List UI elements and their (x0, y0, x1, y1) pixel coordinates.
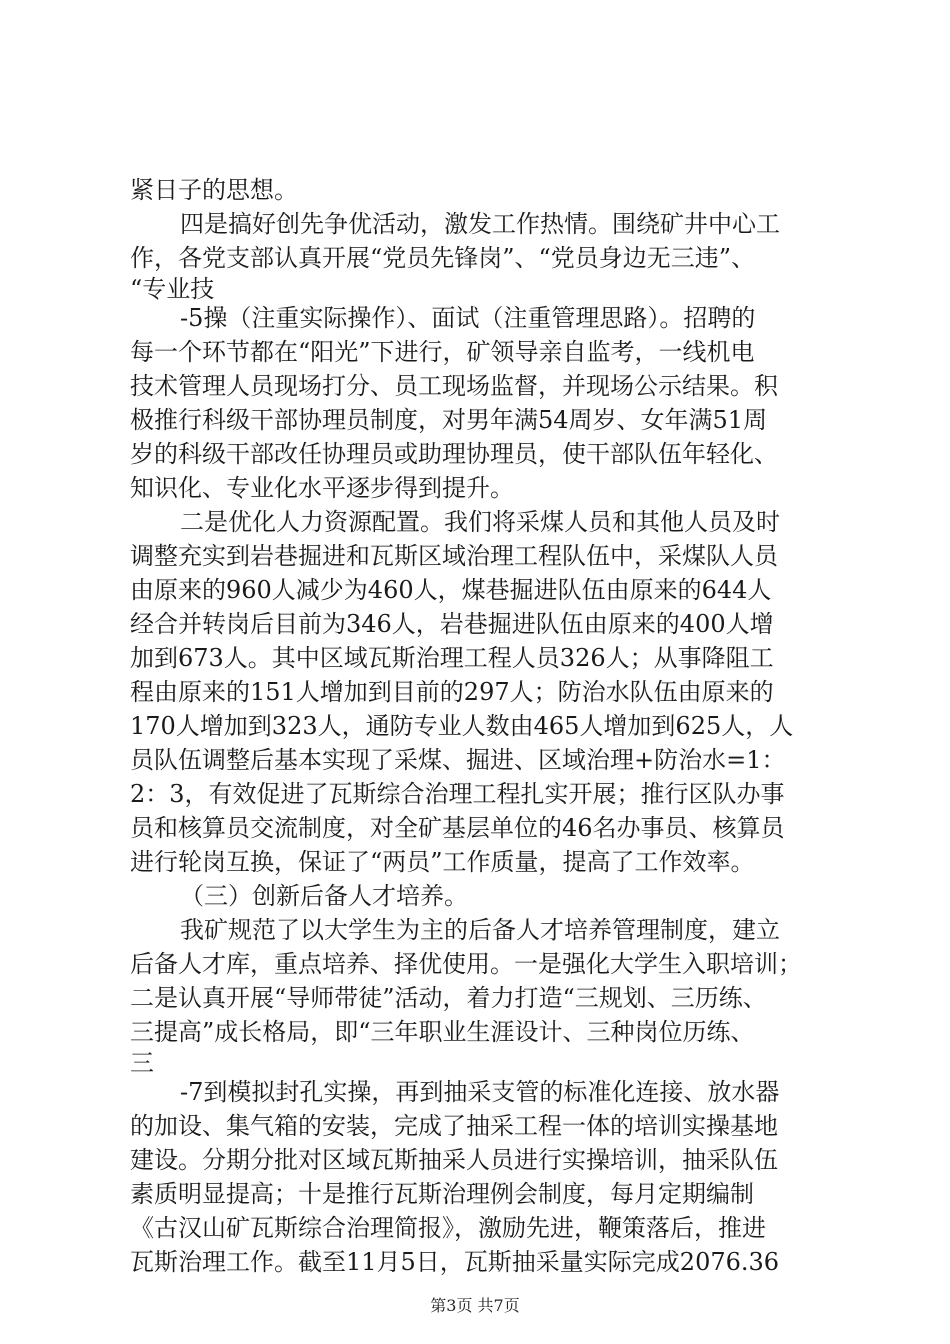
text-line: 瓦斯治理工作。截至11月5日，瓦斯抽采量实际完成2076.36 (130, 1248, 780, 1276)
text-line: 《古汉山矿瓦斯综合治理简报》，激励先进，鞭策落后，推进 (130, 1214, 766, 1242)
text-line: 员和核算员交流制度，对全矿基层单位的46名办事员、核算员 (130, 814, 785, 842)
page-footer: 第3页 共7页 (430, 1296, 520, 1315)
text-line: 二是优化人力资源配置。我们将采煤人员和其他人员及时 (180, 508, 780, 536)
text-line: 的加设、集气箱的安装，完成了抽采工程一体的培训实操基地 (130, 1112, 778, 1140)
text-line: 后备人才库，重点培养、择优使用。一是强化大学生入职培训； (130, 950, 802, 978)
section-heading: （三）创新后备人才培养。 (180, 882, 468, 910)
text-line: 三 (130, 1049, 154, 1077)
text-line: 紧日子的思想。 (130, 176, 298, 204)
text-line: 每一个环节都在“阳光”下进行，矿领导亲自监考，一线机电 (130, 338, 755, 366)
text-line: 程由原来的151人增加到目前的297人；防治水队伍由原来的 (130, 678, 774, 706)
text-line: “专业技 (130, 275, 215, 303)
text-line: 三提高”成长格局，即“三年职业生涯设计、三种岗位历练、 (130, 1018, 755, 1046)
text-line: 四是搞好创先争优活动，激发工作热情。围绕矿井中心工 (180, 210, 780, 238)
text-line: 技术管理人员现场打分、员工现场监督，并现场公示结果。积 (130, 372, 778, 400)
text-line: 我矿规范了以大学生为主的后备人才培养管理制度，建立 (180, 916, 780, 944)
text-line: -7到模拟封孔实操，再到抽采支管的标准化连接、放水器 (180, 1078, 780, 1106)
text-line: 由原来的960人减少为460人，煤巷掘进队伍由原来的644人 (130, 576, 772, 604)
text-line: 极推行科级干部协理员制度，对男年满54周岁、女年满51周 (130, 406, 768, 434)
text-line: 进行轮岗互换，保证了“两员”工作质量，提高了工作效率。 (130, 848, 755, 876)
text-line: 调整充实到岩巷掘进和瓦斯区域治理工程队伍中，采煤队人员 (130, 542, 778, 570)
text-line: 知识化、专业化水平逐步得到提升。 (130, 474, 514, 502)
text-line: -5操（注重实际操作）、面试（注重管理思路）。招聘的 (180, 304, 756, 332)
text-line: 作，各党支部认真开展“党员先锋岗”、“党员身边无三违”、 (130, 244, 756, 272)
text-line: 加到673人。其中区域瓦斯治理工程人员326人；从事降阻工 (130, 644, 774, 672)
text-line: 170人增加到323人，通防专业人数由465人增加到625人，人 (130, 712, 794, 740)
text-line: 2：3，有效促进了瓦斯综合治理工程扎实开展；推行区队办事 (130, 780, 785, 808)
text-line: 建设。分期分批对区域瓦斯抽采人员进行实操培训，抽采队伍 (130, 1146, 778, 1174)
text-line: 岁的科级干部改任协理员或助理协理员，使干部队伍年轻化、 (130, 440, 778, 468)
text-line: 员队伍调整后基本实现了采煤、掘进、区域治理+防治水=1： (130, 746, 786, 774)
text-line: 素质明显提高；十是推行瓦斯治理例会制度，每月定期编制 (130, 1180, 754, 1208)
text-line: 二是认真开展“导师带徒”活动，着力打造“三规划、三历练、 (130, 984, 767, 1012)
text-line: 经合并转岗后目前为346人，岩巷掘进队伍由原来的400人增 (130, 610, 774, 638)
